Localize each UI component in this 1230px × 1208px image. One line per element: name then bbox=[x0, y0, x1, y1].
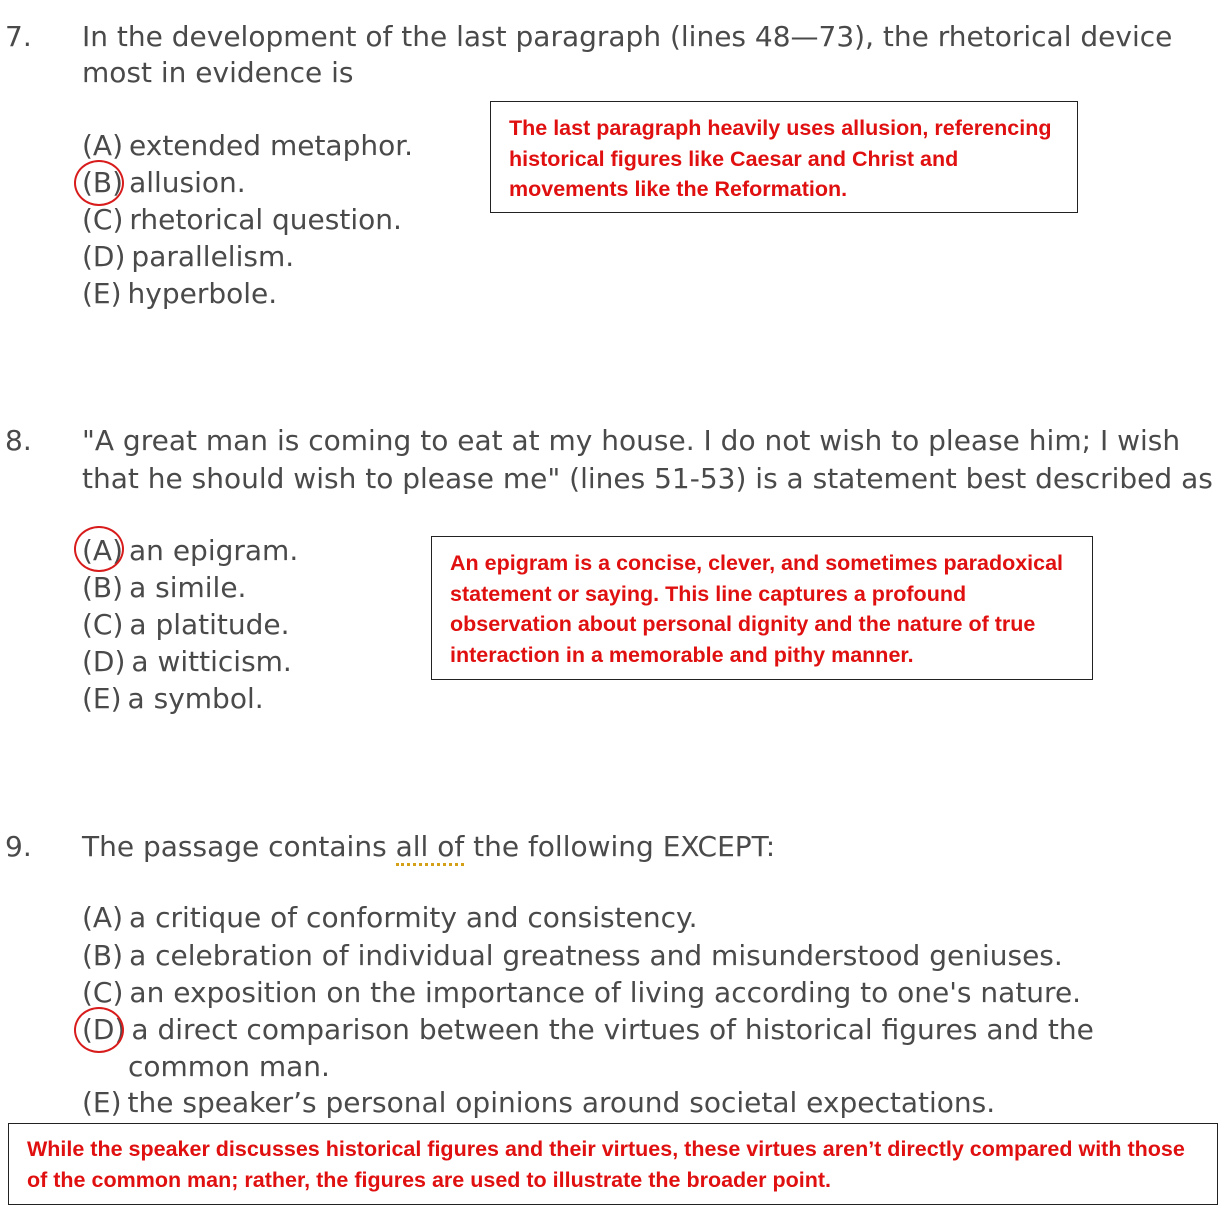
explanation-line: While the speaker discusses historical figures and their virtues, these virtues aren’t directly compared with those bbox=[27, 1137, 1185, 1161]
explanation-line: interaction in a memorable and pithy manner. bbox=[450, 642, 914, 667]
question-stem-line bbox=[82, 829, 775, 865]
answer-option-a bbox=[82, 900, 697, 936]
option-text: a direct comparison between the virtues of historical figures and the bbox=[131, 1013, 1094, 1046]
answer-circle-mark bbox=[74, 526, 124, 572]
question-number: 9. bbox=[5, 830, 32, 863]
explanation-line: movements like the Reformation. bbox=[509, 177, 848, 201]
option-label: (A) bbox=[82, 129, 124, 162]
explanation-line: The last paragraph heavily uses allusion, referencing bbox=[509, 116, 1052, 140]
option-label: (C) bbox=[82, 203, 124, 236]
option-text: an epigram. bbox=[129, 534, 299, 567]
explanation-box bbox=[8, 1123, 1218, 1205]
option-text: allusion. bbox=[129, 166, 246, 199]
question-stem-line: "A great man is coming to eat at my house. I do not wish to please him; I wish bbox=[82, 424, 1181, 457]
option-label: (D) bbox=[82, 240, 126, 273]
explanation-line: statement or saying. This line captures a profound bbox=[450, 581, 967, 606]
option-label: (D) bbox=[82, 1013, 126, 1046]
option-label: (C) bbox=[82, 976, 124, 1009]
explanation-line: historical figures like Caesar and Christ and bbox=[509, 146, 959, 171]
question-stem-line: that he should wish to please me" (lines 51-53) is a statement best described as bbox=[82, 462, 1213, 495]
explanation-line: An epigram is a concise, clever, and sometimes paradoxical bbox=[450, 551, 1064, 575]
answer-option-d-continuation: common man. bbox=[128, 1050, 330, 1083]
spellcheck-marked-text: all of bbox=[396, 830, 465, 866]
explanation-box bbox=[431, 536, 1093, 680]
answer-option-d bbox=[82, 239, 294, 275]
option-text: hyperbole. bbox=[127, 277, 278, 310]
option-text: rhetorical question. bbox=[129, 203, 402, 236]
option-text: a critique of conformity and consistency. bbox=[129, 901, 698, 934]
explanation-line: observation about personal dignity and the nature of true bbox=[450, 612, 1036, 636]
stem-text-after: the following EXCEPT: bbox=[464, 830, 776, 863]
answer-option-e bbox=[82, 1085, 995, 1121]
answer-option-a bbox=[82, 128, 413, 164]
question-number: 7. bbox=[5, 20, 32, 53]
option-text: a platitude. bbox=[129, 608, 290, 641]
explanation-box bbox=[490, 101, 1078, 213]
question-stem-line: In the development of the last paragraph (lines 48—73), the rhetorical device bbox=[82, 20, 1173, 53]
answer-option-c bbox=[82, 607, 290, 643]
question-stem-line: most in evidence is bbox=[82, 56, 354, 89]
option-label: (A) bbox=[82, 534, 124, 567]
option-label: (D) bbox=[82, 645, 126, 678]
option-label: (C) bbox=[82, 608, 124, 641]
stem-text-before: The passage contains bbox=[82, 830, 396, 863]
option-label: (B) bbox=[82, 939, 124, 972]
option-text: the speaker’s personal opinions around societal expectations. bbox=[127, 1086, 996, 1119]
option-label: (E) bbox=[82, 277, 122, 310]
question-number: 8. bbox=[5, 424, 32, 457]
answer-option-e bbox=[82, 276, 277, 312]
answer-option-b bbox=[82, 570, 246, 606]
option-text: extended metaphor. bbox=[129, 129, 414, 162]
option-label: (B) bbox=[82, 166, 124, 199]
answer-option-b bbox=[82, 938, 1063, 974]
option-text: a witticism. bbox=[131, 645, 292, 678]
option-label: (E) bbox=[82, 682, 122, 715]
option-label: (E) bbox=[82, 1086, 122, 1119]
answer-option-c bbox=[82, 975, 1081, 1011]
answer-option-c bbox=[82, 202, 402, 238]
option-text: a celebration of individual greatness and misunderstood geniuses. bbox=[129, 939, 1063, 972]
answer-circle-mark bbox=[74, 160, 124, 206]
option-text: an exposition on the importance of living according to one's nature. bbox=[129, 976, 1082, 1009]
option-text: a simile. bbox=[129, 571, 247, 604]
answer-option-e bbox=[82, 681, 264, 717]
option-label: (B) bbox=[82, 571, 124, 604]
option-label: (A) bbox=[82, 901, 124, 934]
answer-option-d bbox=[82, 644, 292, 680]
explanation-line: of the common man; rather, the figures are used to illustrate the broader point. bbox=[27, 1167, 831, 1192]
option-text: parallelism. bbox=[131, 240, 295, 273]
answer-circle-mark bbox=[74, 1007, 124, 1053]
option-text: a symbol. bbox=[127, 682, 264, 715]
answer-option-d bbox=[82, 1012, 1094, 1048]
